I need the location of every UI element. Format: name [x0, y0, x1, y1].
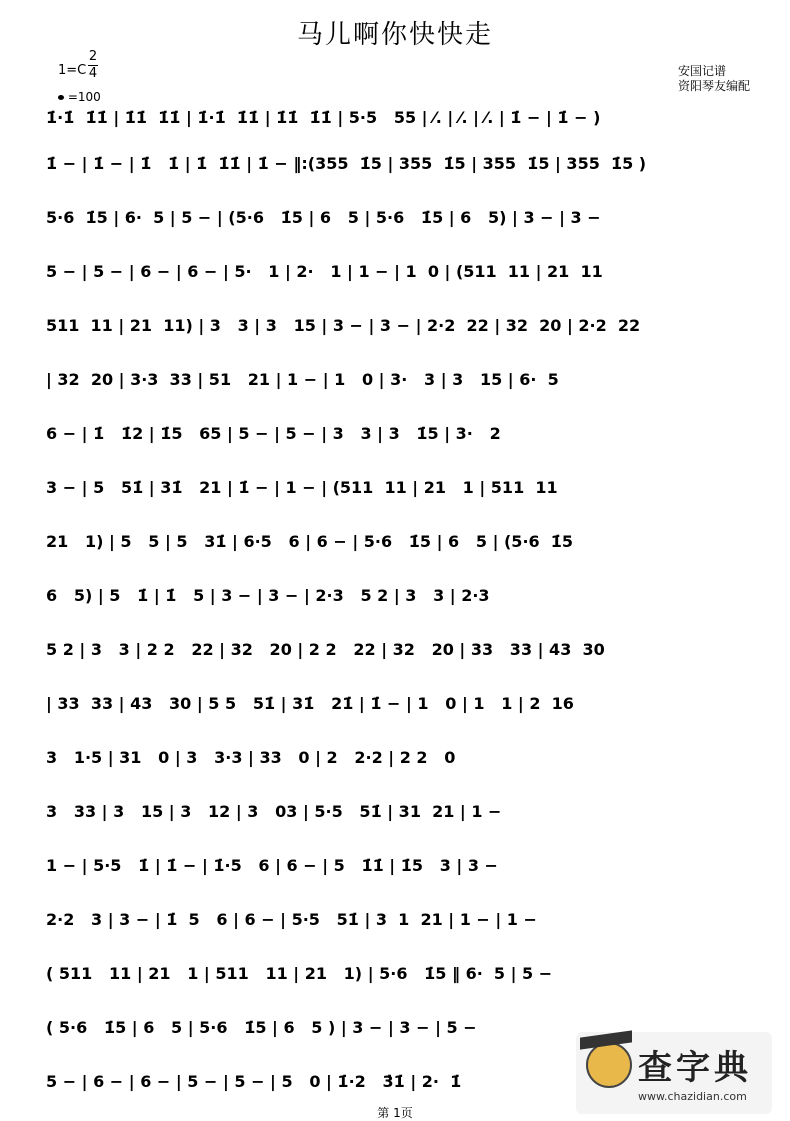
credits	[678, 64, 750, 94]
score-line: 5·6 1̇5 | 6· 5 | 5 − | (5·6 1̇5 | 6 5 | 5·6 1̇5 | 6 5) | 3 − | 3 −	[46, 207, 601, 227]
time-signature-bottom: 4	[88, 66, 98, 81]
score-line: ( 511 11 | 21 1 | 511 11 | 21 1) | 5·6 1̇5 ‖ 6· 5 | 5 −	[46, 963, 553, 983]
score-line: ( 5·6 1̇5 | 6 5 | 5·6 1̇5 | 6 5 ) | 3 − | 3 − | 5 −	[46, 1017, 477, 1037]
song-title: 马儿啊你快快走	[296, 20, 493, 50]
page-number: 第 1页	[377, 1106, 413, 1120]
score-line: 5 2 | 3 3 | 2 2 22 | 32 20 | 2 2 22 | 32 20 | 33 33 | 43 30	[46, 639, 605, 659]
score-line: 1̇·1̇ 1̇1̇ | 1̇1̇ 1̇1̇ | 1̇·1̇ 1̇1̇ | 1̇1̇ 1̇1̇ | 5·5 55 | ⁄. | ⁄. | ⁄. | 1̇ − | 1̇ − )	[46, 107, 601, 127]
time-signature-top: 2	[88, 49, 98, 64]
score-line: | 33 33 | 43 30 | 5 5 51̇ | 31̇ 21̇ | 1̇ − | 1 0 | 1 1 | 2 16	[46, 693, 574, 713]
credit-transcriber: 安国记谱	[678, 64, 727, 78]
watermark-logo	[576, 1032, 772, 1114]
score-line: 6 − | 1̇ 1̇2 | 1̇5 65 | 5 − | 5 − | 3 3 | 3 1̇5 | 3· 2	[46, 423, 501, 443]
score-body	[46, 98, 776, 1108]
score-line: 3 1·5 | 31 0 | 3 3·3 | 33 0 | 2 2·2 | 2 2 0	[46, 747, 456, 767]
score-line: 1 − | 5·5 1̇ | 1̇ − | 1̇·5 6 | 6 − | 5 1̇1̇ | 1̇5 3 | 3 −	[46, 855, 498, 875]
score-line: | 32 20 | 3·3 33 | 51 21 | 1 − | 1 0 | 3· 3 | 3 15 | 6· 5	[46, 369, 559, 389]
score-line: 6 5) | 5 1̇ | 1̇ 5 | 3 − | 3 − | 2·3 5 2 | 3 3 | 2·3	[46, 585, 490, 605]
credit-arranger: 资阳琴友编配	[678, 79, 751, 93]
mascot-icon	[586, 1042, 632, 1088]
watermark-url: www.chazidian.com	[638, 1090, 747, 1103]
score-line: 21 1) | 5 5 | 5 31̇ | 6·5 6 | 6 − | 5·6 1̇5 | 6 5 | (5·6 1̇5	[46, 531, 574, 551]
time-signature	[88, 50, 98, 81]
score-line: 3 − | 5 51̇ | 31̇ 21 | 1̇ − | 1 − | (511 11 | 21 1 | 511 11	[46, 477, 558, 497]
tempo-value: =100	[67, 90, 101, 104]
score-line: 511 11 | 21 11) | 3 3 | 3 15 | 3 − | 3 − | 2·2 22 | 32 20 | 2·2 22	[46, 315, 641, 335]
score-line: 5 − | 5 − | 6 − | 6 − | 5· 1 | 2· 1 | 1 − | 1 0 | (511 11 | 21 11	[46, 261, 603, 281]
watermark-text: 查字典	[638, 1048, 752, 1088]
key-signature: 1=C	[58, 63, 87, 78]
score-line: 2·2 3 | 3 − | 1̇ 5 6 | 6 − | 5·5 51̇ | 3 1 21 | 1 − | 1 −	[46, 909, 537, 929]
score-line: 5 − | 6 − | 6 − | 5 − | 5 − | 5 0 | 1̇·2 3̇1̇ | 2· 1̇	[46, 1071, 462, 1091]
score-line: 3 33 | 3 15 | 3 12 | 3 03 | 5·5 51̇ | 31 21 | 1 −	[46, 801, 502, 821]
score-line: 1̇ − | 1̇ − | 1̇ 1̇ | 1̇ 1̇1̇ | 1̇ − ‖:(355 1̇5 | 355 1̇5 | 355 1̇5 | 355 1̇5 )	[46, 153, 647, 173]
